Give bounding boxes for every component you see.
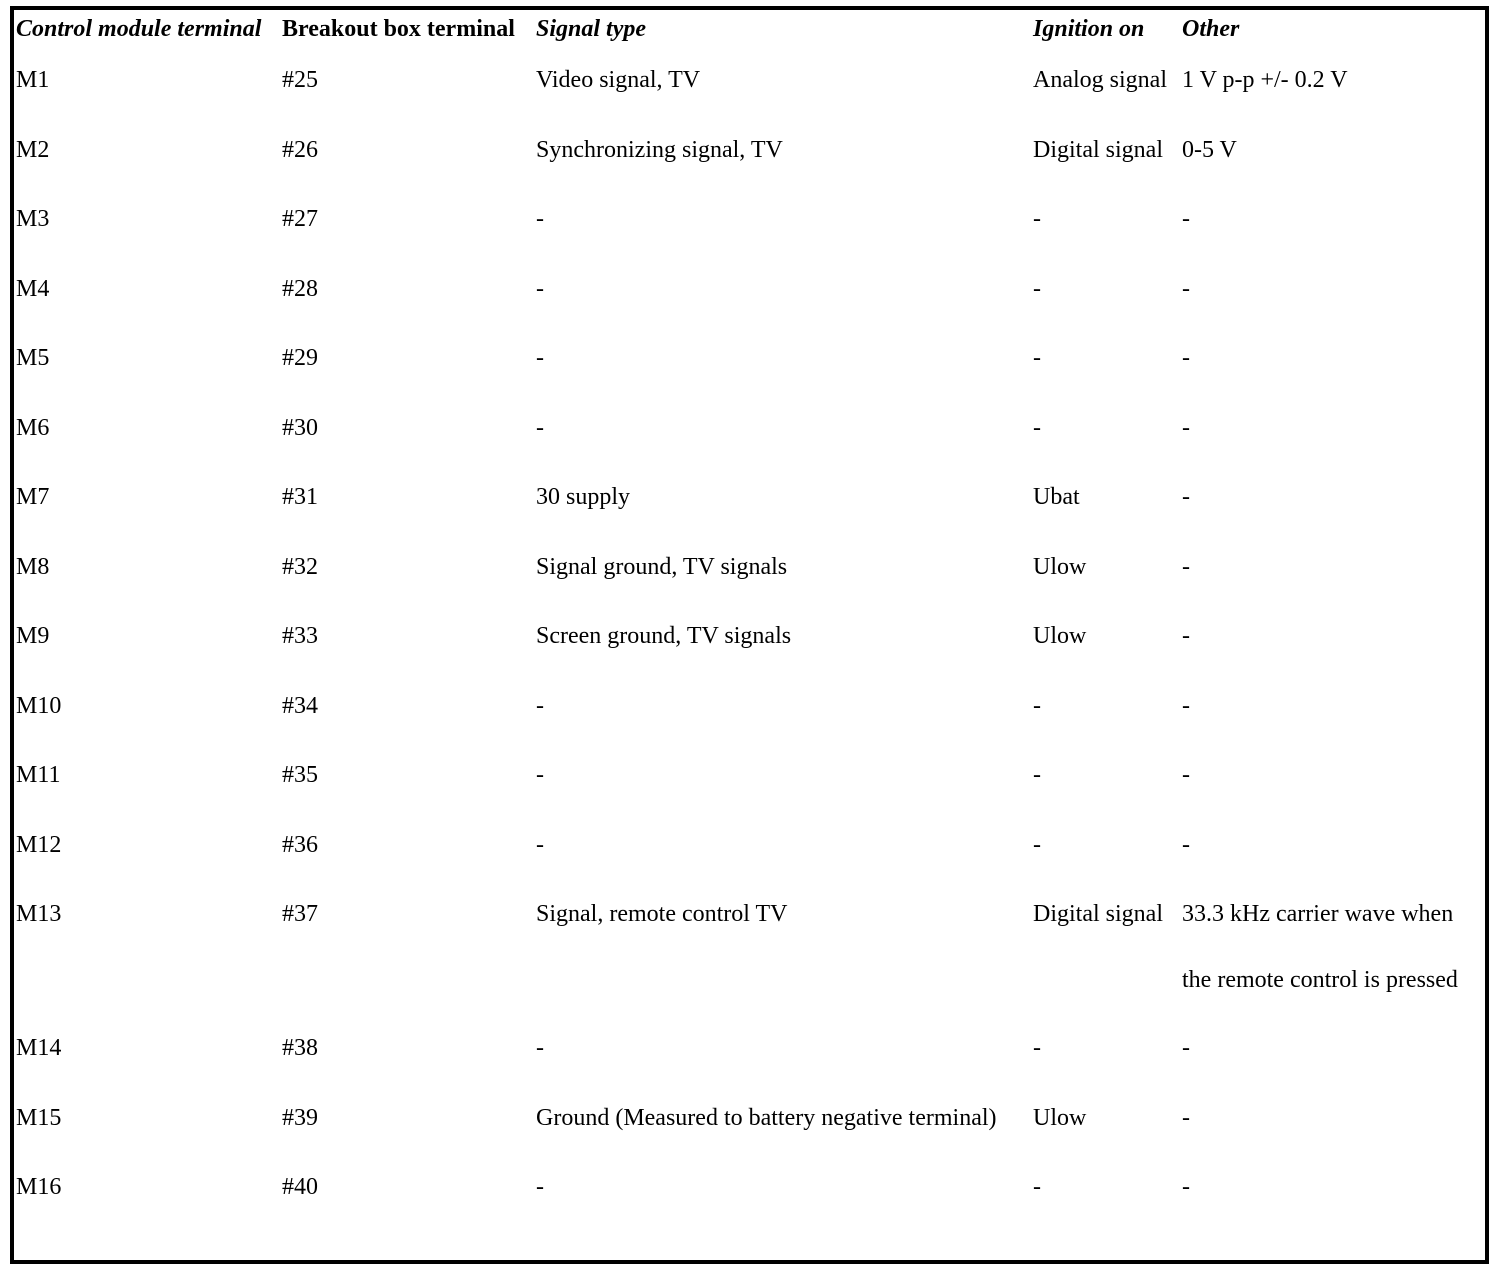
cell-ignition-on: Ubat (1033, 484, 1080, 510)
cell-breakout-box-terminal: #28 (282, 275, 318, 302)
cell-ignition-on: - (1033, 762, 1041, 788)
cell-signal-type: Signal, remote control TV (536, 901, 788, 927)
header-row (16, 10, 1485, 59)
cell-breakout-box-terminal: #37 (282, 901, 318, 927)
cell-breakout-box-terminal: #26 (282, 136, 318, 163)
cell-control-module-terminal: M4 (16, 275, 50, 302)
cell-control-module-terminal: M16 (16, 1174, 62, 1200)
cell-signal-type: Video signal, TV (536, 67, 701, 93)
cell-control-module-terminal: M11 (16, 762, 61, 788)
cell-breakout-box-terminal: #34 (282, 692, 318, 719)
cell-control-module-terminal: M3 (16, 206, 50, 232)
table-row (16, 337, 1485, 407)
table-row (16, 546, 1485, 616)
cell-other-text: 33.3 kHz carrier wave when the remote control is pressed (1182, 901, 1458, 993)
cell-ignition-on: - (1033, 1174, 1041, 1200)
cell-control-module-terminal: M2 (16, 136, 50, 163)
cell-control-module-terminal: M5 (16, 345, 50, 371)
cell-breakout-box-terminal: #25 (282, 67, 318, 93)
cell-other: - (1182, 345, 1190, 371)
cell-ignition-on: - (1033, 831, 1041, 858)
cell-other: 1 V p-p +/- 0.2 V (1182, 67, 1348, 93)
table-row (16, 1166, 1485, 1236)
cell-control-module-terminal: M12 (16, 831, 62, 858)
cell-signal-type: - (536, 831, 544, 858)
cell-breakout-box-terminal: #38 (282, 1035, 318, 1061)
cell-signal-type: - (536, 692, 544, 719)
cell-breakout-box-terminal: #27 (282, 206, 318, 232)
table-frame (10, 6, 1489, 1264)
cell-ignition-on: - (1033, 275, 1041, 302)
cell-ignition-on: - (1033, 206, 1041, 232)
cell-signal-type: Signal ground, TV signals (536, 553, 788, 580)
cell-signal-type: - (536, 1174, 544, 1200)
cell-control-module-terminal: M13 (16, 901, 62, 927)
cell-control-module-terminal: M9 (16, 623, 50, 649)
cell-ignition-on: Ulow (1033, 1104, 1087, 1131)
table-row (16, 407, 1485, 477)
cell-signal-type: - (536, 414, 544, 441)
cell-signal-type: - (536, 762, 544, 788)
cell-other: - (1182, 1104, 1190, 1131)
cell-control-module-terminal: M1 (16, 67, 50, 93)
cell-signal-type: 30 supply (536, 484, 631, 510)
cell-other: 0-5 V (1182, 136, 1237, 163)
cell-ignition-on: Digital signal (1033, 136, 1163, 163)
table-row (16, 1027, 1485, 1097)
table-row (16, 476, 1485, 546)
header-signal-type: Signal type (536, 16, 647, 42)
cell-other: - (1182, 692, 1190, 719)
table-row (16, 615, 1485, 685)
cell-other: - (1182, 762, 1190, 788)
cell-other: - (1182, 1035, 1190, 1061)
cell-control-module-terminal: M15 (16, 1104, 62, 1131)
cell-breakout-box-terminal: #35 (282, 762, 318, 788)
cell-other: - (1182, 1174, 1190, 1200)
cell-ignition-on: - (1033, 414, 1041, 441)
cell-breakout-box-terminal: #40 (282, 1174, 318, 1200)
cell-ignition-on: Digital signal (1033, 901, 1163, 927)
cell-breakout-box-terminal: #31 (282, 484, 318, 510)
table-row (16, 129, 1485, 199)
header-control-module-terminal: Control module terminal (16, 16, 262, 42)
cell-ignition-on: - (1033, 692, 1041, 719)
cell-signal-type: - (536, 345, 544, 371)
cell-signal-type: - (536, 1035, 544, 1061)
cell-control-module-terminal: M14 (16, 1035, 62, 1061)
header-other: Other (1182, 16, 1240, 42)
cell-control-module-terminal: M10 (16, 692, 62, 719)
cell-ignition-on: - (1033, 1035, 1041, 1061)
cell-signal-type: Synchronizing signal, TV (536, 136, 783, 163)
header-ignition-on: Ignition on (1033, 16, 1145, 42)
cell-other: - (1182, 414, 1190, 441)
cell-control-module-terminal: M6 (16, 414, 50, 441)
cell-other: - (1182, 623, 1190, 649)
cell-signal-type: Ground (Measured to battery negative terminal) (536, 1104, 997, 1131)
cell-breakout-box-terminal: #39 (282, 1104, 318, 1131)
cell-other: - (1182, 831, 1190, 858)
cell-control-module-terminal: M8 (16, 553, 50, 580)
table-row (16, 268, 1485, 338)
table-row (16, 59, 1485, 129)
cell-other: - (1182, 206, 1190, 232)
cell-breakout-box-terminal: #32 (282, 553, 318, 580)
cell-breakout-box-terminal: #33 (282, 623, 318, 649)
cell-breakout-box-terminal: #36 (282, 831, 318, 858)
header-breakout-box-terminal: Breakout box terminal (282, 16, 515, 42)
cell-signal-type: - (536, 206, 544, 232)
cell-ignition-on: Analog signal (1033, 67, 1167, 93)
cell-breakout-box-terminal: #29 (282, 345, 318, 371)
cell-other: - (1182, 553, 1190, 580)
cell-ignition-on: - (1033, 345, 1041, 371)
table-row (16, 754, 1485, 824)
cell-other: - (1182, 484, 1190, 510)
cell-signal-type: Screen ground, TV signals (536, 623, 792, 649)
table-row (16, 1097, 1485, 1167)
table-row (16, 685, 1485, 755)
terminal-table (16, 10, 1485, 1236)
cell-other (1182, 893, 1485, 1027)
cell-control-module-terminal: M7 (16, 484, 50, 510)
cell-signal-type: - (536, 275, 544, 302)
table-row (16, 198, 1485, 268)
table-row (16, 893, 1485, 1027)
cell-other: - (1182, 275, 1190, 302)
cell-ignition-on: Ulow (1033, 553, 1087, 580)
cell-breakout-box-terminal: #30 (282, 414, 318, 441)
cell-ignition-on: Ulow (1033, 623, 1087, 649)
